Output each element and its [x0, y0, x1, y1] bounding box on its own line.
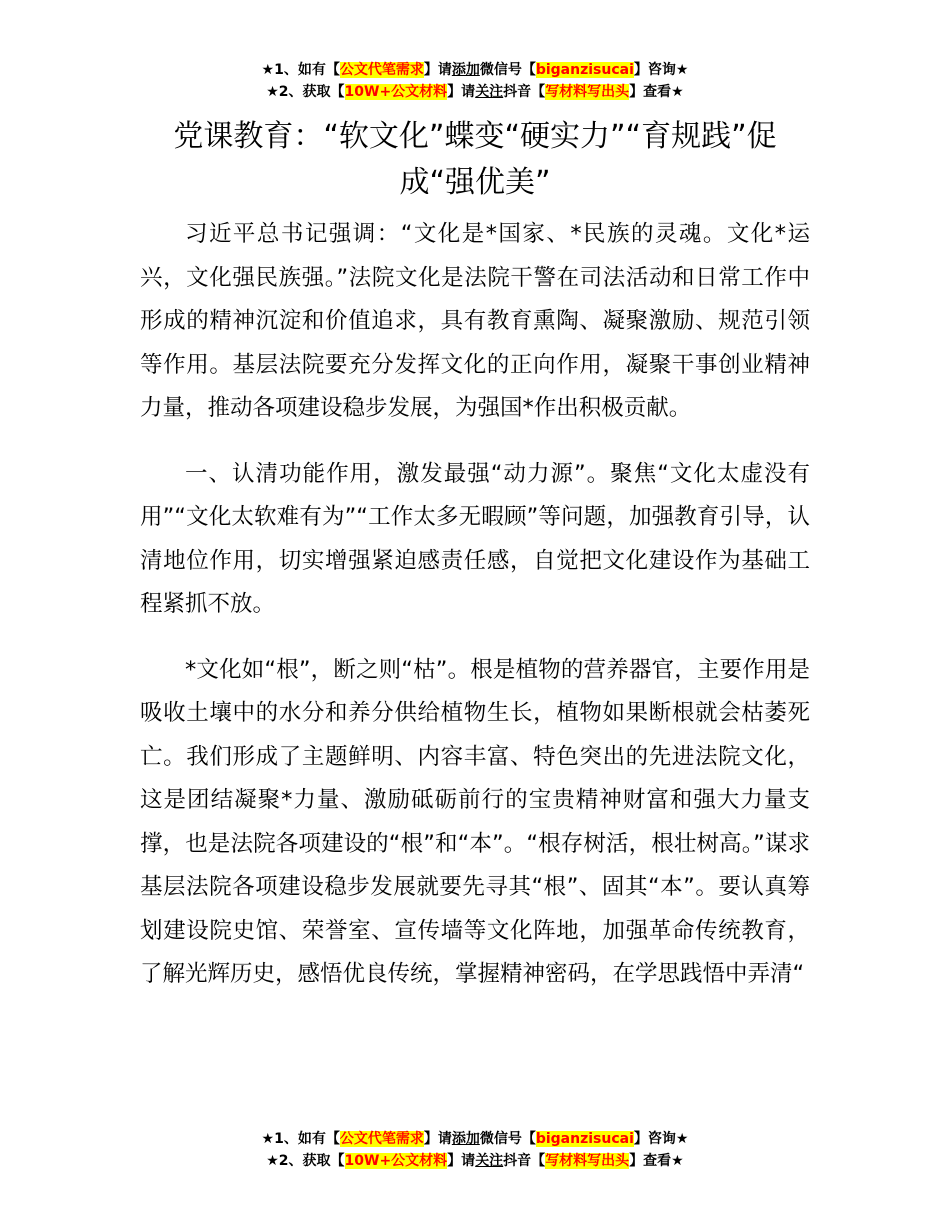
promo-text: 】咨询★ [633, 62, 689, 78]
promo-text: 】请 [447, 1153, 476, 1169]
promo-text: 】请 [423, 1131, 452, 1147]
promo-text: 】咨询★ [633, 1131, 689, 1147]
promo-text: 微信号【 [479, 1131, 536, 1147]
footer-promo-banner [0, 1128, 950, 1172]
promo-line-1 [0, 1128, 950, 1150]
promo-text: 】请 [423, 62, 452, 78]
promo-text: 抖音【 [503, 84, 546, 100]
promo-text: ★1、如有【 [261, 1131, 340, 1147]
promo-text: ★2、获取【 [266, 84, 345, 100]
promo-text: 】查看★ [629, 1153, 684, 1169]
document-body [140, 213, 810, 1019]
promo-text: ★2、获取【 [266, 1153, 345, 1169]
promo-highlight: 10W+公文材料 [344, 1153, 448, 1169]
promo-line-1 [0, 59, 950, 81]
promo-emphasis: 添加 [451, 62, 480, 78]
promo-highlight: 写材料写出头 [545, 1153, 630, 1169]
body-paragraph: 一、认清功能作用，激发最强“动力源”。聚焦“文化太虚没有用”“文化太软难有为”“工作太多无暇顾”等问题，加强教育引导，认清地位作用，切实增强紧迫感责任感，自觉把文化建设作为基础工程紧抓不放。 [140, 460, 810, 617]
promo-text: 】请 [447, 84, 476, 100]
promo-highlight: 公文代笔需求 [339, 1131, 424, 1147]
promo-emphasis: 关注 [475, 84, 504, 100]
body-paragraph: 习近平总书记强调：“文化是*国家、*民族的灵魂。文化*运兴，文化强民族强。”法院文化是法院干警在司法活动和日常工作中形成的精神沉淀和价值追求，具有教育熏陶、凝聚激励、规范引领等作用。基层法院要充分发挥文化的正向作用，凝聚干事创业精神力量，推动各项建设稳步发展，为强国*作出积极贡献。 [140, 221, 810, 421]
promo-emphasis: 添加 [451, 1131, 480, 1147]
body-paragraph: *文化如“根”，断之则“枯”。根是植物的营养器官，主要作用是吸收土壤中的水分和养分供给植物生长，植物如果断根就会枯萎死亡。我们形成了主题鲜明、内容丰富、特色突出的先进法院文化，这是团结凝聚*力量、激励砥砺前行的宝贵精神财富和强大力量支撑，也是法院各项建设的“根”和“本”。“根存树活，根壮树高。”谋求基层法院各项建设稳步发展就要先寻其“根”、固其“本”。要认真筹划建设院史馆、荣誉室、宣传墙等文化阵地，加强革命传统教育，了解光辉历史，感悟优良传统，掌握精神密码，在学思践悟中弄清“ [140, 656, 810, 987]
promo-text: 】查看★ [629, 84, 684, 100]
promo-line-2 [0, 81, 950, 103]
promo-text: ★1、如有【 [261, 62, 340, 78]
promo-highlight: biganzisucai [535, 62, 634, 78]
promo-line-2 [0, 1150, 950, 1172]
promo-text: 抖音【 [503, 1153, 546, 1169]
promo-emphasis: 关注 [475, 1153, 504, 1169]
promo-highlight: 写材料写出头 [545, 84, 630, 100]
promo-text: 微信号【 [479, 62, 536, 78]
document-title: 党课教育：“软文化”蝶变“硬实力”“育规践”促成“强优美” [173, 119, 777, 200]
promo-highlight: 10W+公文材料 [344, 84, 448, 100]
promo-highlight: 公文代笔需求 [339, 62, 424, 78]
header-promo-banner [0, 59, 950, 103]
promo-highlight: biganzisucai [535, 1131, 634, 1147]
